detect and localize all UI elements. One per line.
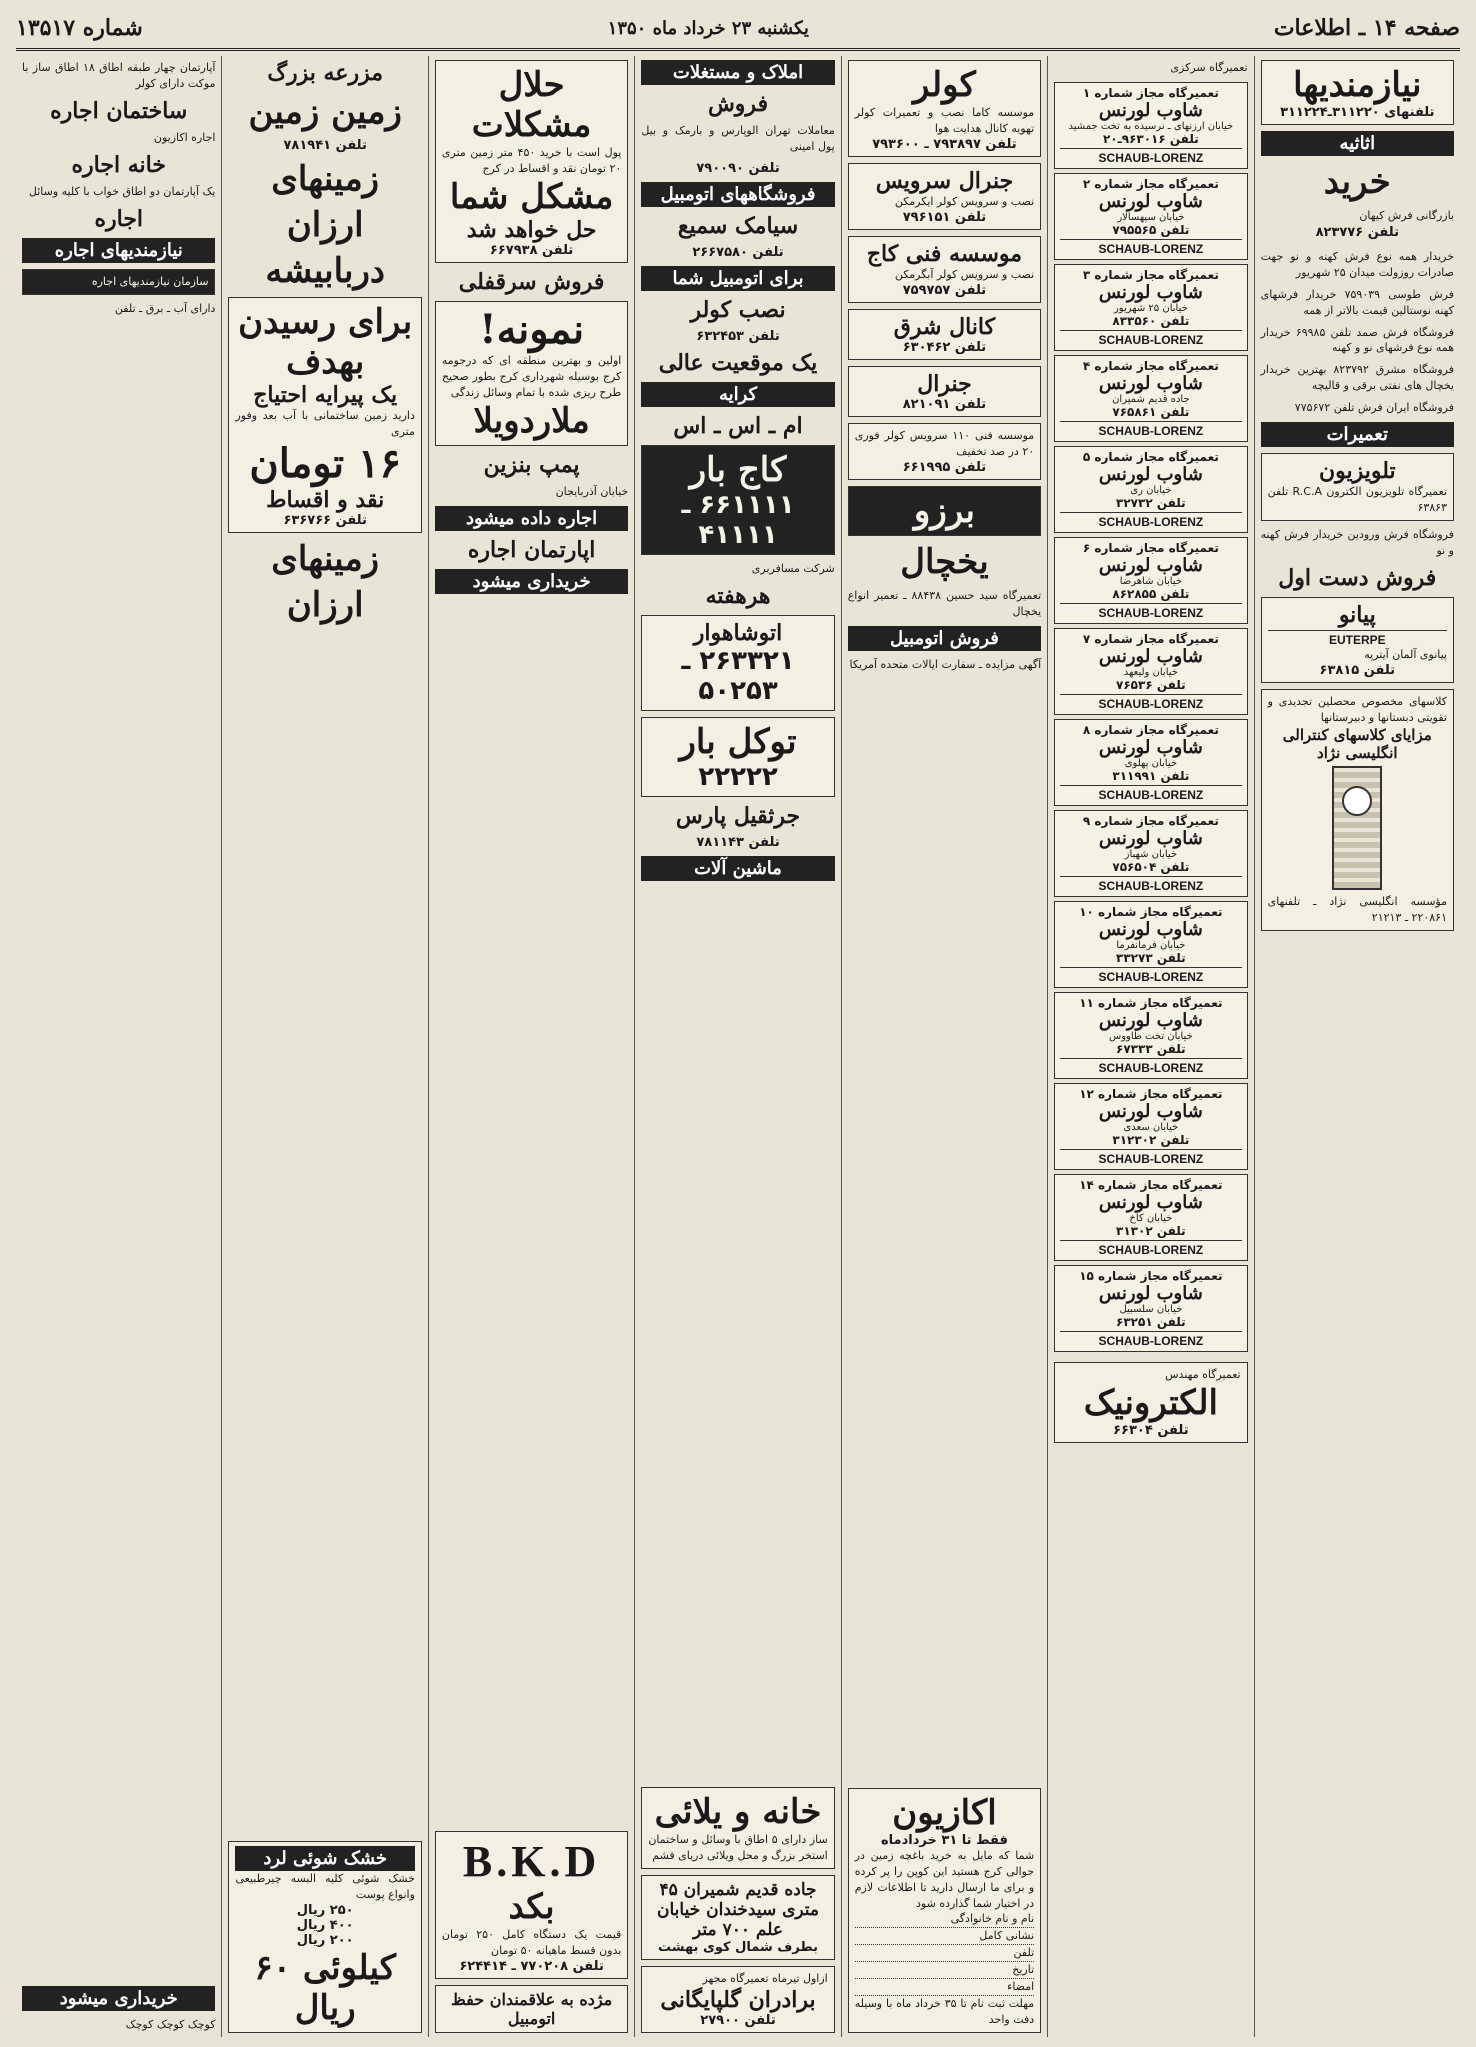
station-address: خیابان شاهرضا <box>1119 575 1183 587</box>
zaminhay-title: زمینهای <box>271 159 380 199</box>
shemiran-sub: بطرف شمال کوی بهشت <box>657 1940 819 1956</box>
ad-naz-org <box>22 269 215 295</box>
ad-nemune <box>435 301 628 446</box>
station-brand: SCHAUB-LORENZ <box>1060 1240 1241 1257</box>
station-address: خیابان تخت طاووس <box>1109 1030 1193 1042</box>
cooler-body: موسسه کاما نصب و تعمیرات کولر تهویه کانال هدایت هوا <box>854 106 1035 135</box>
mazraeh-title: مزرعه بزرگ <box>267 60 384 86</box>
station-number: تعمیرگاه مجاز شماره ۱۵ <box>1079 1268 1223 1283</box>
warehouse-title: ساختمان اجاره <box>50 97 188 124</box>
cooler2-title: نصب کولر <box>690 296 786 323</box>
general2-phone: تلفن ۸۲۱۰۹۱ <box>902 396 987 412</box>
station-brand: SCHAUB-LORENZ <box>1060 239 1241 256</box>
halal-body: پول است با خرید ۴۵۰ متر زمین متری ۲۰ تومان نقد و اقساط در کرج <box>441 146 622 175</box>
station-number: تعمیرگاه مجاز شماره ۱۲ <box>1079 1086 1223 1101</box>
service-station <box>1054 355 1247 442</box>
section-auto-sale: فروش اتومبیل <box>848 626 1041 651</box>
station-title: شاوب لورنس <box>1098 372 1203 394</box>
aczion-sub: فقط تا ۳۱ خردادماه <box>881 1832 1008 1848</box>
ad-bkd <box>435 1831 628 1979</box>
tehran-title: شرکت مسافربری <box>751 561 835 575</box>
station-address: خیابان ارزنهای ـ نرسیده به تخت جمشید <box>1068 120 1234 132</box>
rent-title: اجاره <box>94 205 144 232</box>
ad-kaj-bar <box>641 445 834 555</box>
price-item: ۲۰۰ ریال <box>296 1933 354 1948</box>
station-phone: تلفن ۸۶۲۸۵۵ <box>1112 586 1190 601</box>
station-address: خیابان کاخ <box>1129 1212 1173 1224</box>
dryclean-body: خشک شوئی کلیه البسه چیرطبیعی وانواع پوست <box>235 1872 415 1902</box>
general-title: جنرال سرویس <box>875 167 1014 194</box>
ad-kayhan-text: بازرگانی فرش کیهان <box>1359 209 1454 222</box>
column-3 <box>841 56 1047 2037</box>
station-title: شاوب لورنس <box>1098 827 1203 849</box>
station-brand: SCHAUB-LORENZ <box>1060 967 1241 984</box>
sale-body: معاملات تهران الوپارس و بارمک و بیل پول امینی <box>641 124 835 153</box>
ad-piano <box>1261 597 1454 683</box>
service-station <box>1054 1083 1247 1170</box>
service-station <box>1054 992 1247 1079</box>
station-phone: تلفن ۶۷۳۳۳ <box>1116 1041 1186 1056</box>
section-last-buy: خریداری میشود <box>22 1986 215 2011</box>
ad-vorodin: فروشگاه فرش ورودین خریدار فرش کهنه و نو <box>1260 528 1454 558</box>
tirmah-title: ازاول تیرماه تعمیرگاه مجهز <box>702 1972 828 1986</box>
station-phone: تلفن ۳۱۳۰۲ <box>1116 1223 1186 1238</box>
station-phone: تلفن ۳۲۷۳۲ <box>1116 495 1186 510</box>
column-7 <box>16 56 221 2037</box>
jertaghil-phone: تلفن ۷۸۱۱۴۳ <box>696 834 780 850</box>
dryclean-title: خشک شوئی لرد <box>235 1846 414 1871</box>
halal-sub: مشکلات <box>471 105 592 145</box>
ad-halal <box>435 60 628 263</box>
sale-title: فروش سرقفلی <box>458 268 605 295</box>
fridge-title: یخچال <box>900 541 989 582</box>
nemune-body: اولین و بهترین منطقه ای که درحومه کرج بوسیله شهرداری کرج بطور صحیح طرح ریزی شده با تمام وسائل زندگی <box>441 353 622 399</box>
coupon-field[interactable]: امضاء <box>855 1979 1034 1996</box>
ad-tv <box>1261 453 1454 521</box>
ad-aczion <box>848 1788 1041 2033</box>
ad-110 <box>848 423 1041 480</box>
arzan-title: ارزان <box>286 205 364 245</box>
piano-title: پیانو <box>1338 601 1376 628</box>
clock-face-icon <box>1342 786 1372 816</box>
service-station <box>1054 901 1247 988</box>
golpa-phone: تلفن ۲۷۹۰۰ <box>700 2013 776 2028</box>
electronic-sub: تعمیرگاه مهندس <box>1165 1367 1241 1381</box>
malard-title: ملاردویلا <box>473 400 590 441</box>
house-title: خانه اجاره <box>71 151 166 178</box>
station-phone: تلفن ۳۳۲۷۳ <box>1116 950 1186 965</box>
station-title: شاوب لورنس <box>1098 1100 1203 1122</box>
apt-title: اپارتمان اجاره <box>467 536 596 563</box>
station-title: شاوب لورنس <box>1098 463 1203 485</box>
station-number: تعمیرگاه مجاز شماره ۱۴ <box>1079 1177 1223 1192</box>
shargh-title: کانال شرق <box>893 313 996 340</box>
section-rent-out: اجاره داده میشود <box>435 506 628 531</box>
station-number: تعمیرگاه مجاز شماره ۱۰ <box>1079 904 1223 919</box>
classifieds-banner <box>1261 60 1454 125</box>
banner-title: نیازمندیها <box>1293 65 1422 105</box>
price-item: ۲۵۰ ریال <box>296 1903 354 1918</box>
station-brand: SCHAUB-LORENZ <box>1060 148 1241 165</box>
service-station <box>1054 810 1247 897</box>
station-phone: تلفن ۳۱۱۹۹۱ <box>1112 768 1190 783</box>
ad-kayhan-phone: تلفن ۸۲۳۷۷۶ <box>1315 224 1399 240</box>
mojde-title: مژده به علاقمندان حفظ اتومبیل <box>450 1990 613 2028</box>
columns <box>16 56 1460 2037</box>
station-brand: SCHAUB-LORENZ <box>1060 512 1241 529</box>
bkd-body: قیمت یک دستگاه کامل ۲۵۰ تومان بدون قسط ماهیانه ۵۰ تومان <box>441 1928 622 1958</box>
fridge-body: تعمیرگاه سید حسین ۸۸۴۳۸ ـ تعمیر انواع یخچال <box>847 588 1042 618</box>
station-brand: SCHAUB-LORENZ <box>1060 694 1241 711</box>
kaj-title: کاج بار <box>689 449 787 490</box>
station-address: خیابان ولیعهد <box>1123 666 1178 678</box>
station-number: تعمیرگاه مجاز شماره ۲ <box>1082 176 1219 191</box>
station-number: تعمیرگاه مجاز شماره ۷ <box>1082 631 1219 646</box>
station-brand: SCHAUB-LORENZ <box>1060 603 1241 620</box>
ad-cooler <box>848 60 1041 157</box>
service-station <box>1054 264 1247 351</box>
station-title: شاوب لورنس <box>1098 1282 1203 1304</box>
ad-samad: فروشگاه فرش صمد تلفن ۶۹۹۸۵ خریدار همه نوع فرشهای نو و کهنه <box>1260 325 1454 355</box>
page-label: صفحه ۱۴ ـ اطلاعات <box>1273 15 1460 41</box>
dryclean-prices <box>235 1903 414 1948</box>
kaj-phone: ۶۶۱۱۱۱ ـ ۴۱۱۱۱ <box>681 489 795 550</box>
aczion-title: اکازیون <box>892 1792 997 1833</box>
station-phone: تلفن ۷۶۵۳۶ <box>1116 677 1186 692</box>
cooler2-phone: تلفن ۶۳۲۴۵۳ <box>696 328 780 344</box>
station-brand: SCHAUB-LORENZ <box>1060 1058 1241 1075</box>
hadaf-phone: تلفن ۶۳۶۷۶۶ <box>283 512 367 528</box>
column-1 <box>1254 56 1460 2037</box>
fanni-phone: تلفن ۷۵۹۷۵۷ <box>902 282 987 298</box>
ad-fanni-kaj <box>848 236 1041 303</box>
hadaf-cash: نقد و اقساط <box>266 486 385 513</box>
coupon-field[interactable]: نام و نام خانوادگی <box>855 1911 1034 1928</box>
halal-solve: حل خواهد شد <box>466 216 597 243</box>
section-repair: تعمیرات <box>1261 422 1454 447</box>
ad-kayhan <box>1261 208 1454 243</box>
banner-phones: تلفنهای ۳۱۱۲۲۰ـ۳۱۱۲۲۴ <box>1280 105 1435 120</box>
halal-phone: تلفن ۶۶۷۹۳۸ <box>489 242 574 258</box>
ad-general-2 <box>848 366 1041 417</box>
piano-brand: EUTERPE <box>1268 630 1447 647</box>
ad-tousi: فرش طوسی ۷۵۹۰۳۹ خریدار فرشهای کهنه نوستالین قیمت بالاتر از همه <box>1260 287 1454 317</box>
station-title: شاوب لورنس <box>1098 1009 1203 1031</box>
station-brand: SCHAUB-LORENZ <box>1060 876 1241 893</box>
aczion-body: شما که مایل به خرید باغچه زمین در حوالی کرج هستید این کوپن را پر کرده و برای ما ارسال دارید تا اطلاعات لازم در اختیار شما گذارده شود <box>854 1848 1035 1910</box>
section-auto-shoma: برای اتومبیل شما <box>641 266 834 291</box>
fanni-title: موسسه فنی کاج <box>866 240 1023 267</box>
shargh-phone: تلفن ۶۳۰۴۶۲ <box>902 339 987 355</box>
service-station <box>1054 173 1247 260</box>
ad-golpayegani <box>641 1966 834 2033</box>
electronic-phone: تلفن ۶۶۳۰۴ <box>1113 1422 1189 1438</box>
station-address: خیابان سلسبیل <box>1119 1303 1183 1315</box>
ad-general-service <box>848 163 1041 230</box>
ad110-phone: تلفن ۶۶۱۹۹۵ <box>902 459 987 475</box>
station-brand: SCHAUB-LORENZ <box>1060 785 1241 802</box>
ad-mojde <box>435 1985 628 2033</box>
ad-dryclean <box>228 1841 421 2033</box>
station-phone: تلفن ۷۹۵۵۶۵ <box>1112 222 1190 237</box>
ad-export: خریدار همه نوع فرش کهنه و نو جهت صادرات روزولت میدان ۲۵ شهریور <box>1260 249 1454 279</box>
coupon-field[interactable]: نشانی کامل <box>855 1928 1034 1945</box>
column-4 <box>634 56 840 2037</box>
tokalbar-phone: ۲۲۲۲۲ <box>698 761 778 792</box>
simak-title: سیامک سمیع <box>677 212 799 239</box>
villa-body: ساز دارای ۵ اطاق با وسائل و ساختمان استخر بزرگ و محل ویلائی دریای فشم <box>648 1833 828 1863</box>
station-number: تعمیرگاه مجاز شماره ۴ <box>1082 358 1219 373</box>
station-brand: SCHAUB-LORENZ <box>1060 330 1241 347</box>
last-body: کوچک کوچک کوچک <box>125 2018 216 2032</box>
atoshahvar-title: اتوشاهوار <box>693 619 783 646</box>
apt-body: آپارتمان چهار طبقه اطاق ۱۸ اطاق ساز با موکت دارای کولر <box>22 61 216 90</box>
station-phone: تلفن ۷۵۶۵۰۴ <box>1112 859 1190 874</box>
station-title: شاوب لورنس <box>1098 554 1203 576</box>
week-title: هرهفته <box>705 582 771 609</box>
service-station <box>1054 1174 1247 1261</box>
villa-title: خانه و یلائی <box>654 1792 822 1833</box>
issue-number: شماره ۱۳۵۱۷ <box>16 15 143 41</box>
auto-body: آگهی مزایده ـ سفارت ایالات متحده آمریکا <box>849 657 1042 671</box>
column-2 <box>1047 56 1253 2037</box>
ums-title: ام ـ اس ـ اس <box>673 412 803 439</box>
cooler-phone: تلفن ۷۹۳۸۹۷ ـ ۷۹۳۶۰۰ <box>872 136 1017 152</box>
halal-title: حلال <box>498 65 565 105</box>
station-number: تعمیرگاه مجاز شماره ۳ <box>1082 267 1219 282</box>
station-number: تعمیرگاه مجاز شماره ۶ <box>1082 540 1219 555</box>
service-intro: تعمیرگاه سرکزی <box>1170 61 1248 74</box>
shemiran-title: جاده قدیم شمیران ۴۵ متری سیدخندان خیابان علم ۷۰۰ متر <box>657 1880 820 1941</box>
station-address: خیابان شهباز <box>1124 848 1178 860</box>
service-station <box>1054 82 1247 169</box>
ad-shemiran <box>641 1875 834 1960</box>
bkd-phone: تلفن ۷۷۰۲۰۸ ـ ۶۲۴۴۱۴ <box>459 1959 604 1974</box>
nemune-title: نمونه! <box>479 305 585 353</box>
borzoo-title: برزو <box>913 490 975 531</box>
general2-title: جنرال <box>917 370 972 397</box>
english-body: کلاسهای مخصوص محصلین تجدیدی و تقویتی دبستانها و دبیرستانها <box>1267 694 1447 724</box>
station-phone: تلفن ۸۳۳۵۶۰ <box>1112 313 1190 328</box>
naz-org: سازمان نیازمندیهای اجاره <box>91 274 209 288</box>
general-body: نصب و سرویس کولر ایکرمکن <box>894 194 1035 208</box>
column-5 <box>428 56 634 2037</box>
section-cars: فروشگاههای اتومبیل <box>641 182 834 207</box>
station-title: شاوب لورنس <box>1098 99 1203 121</box>
jertaghil-title: جرثقیل پارس <box>675 802 801 829</box>
station-phone: تلفن ۹۶۳۰۱۶ـ۲۰ <box>1102 131 1199 146</box>
tv-title: تلویزیون <box>1318 458 1396 485</box>
section-buy-used: فروش دست اول <box>1278 564 1437 591</box>
electronic-title: الکترونیک <box>1083 1382 1218 1423</box>
tv-body: تعمیرگاه تلویزیون الکترون R.C.A تلفن ۶۳۸۶۳ <box>1267 485 1448 515</box>
station-number: تعمیرگاه مجاز شماره ۹ <box>1082 813 1219 828</box>
service-station <box>1054 1265 1247 1352</box>
atoshahvar-phone: ۲۶۳۳۲۱ ـ ۵۰۲۵۳ <box>681 645 795 706</box>
piano-phone: تلفن ۶۳۸۱۵ <box>1319 662 1396 678</box>
station-address: خیابان ری <box>1130 484 1172 496</box>
pump-sub: خیابان آذربایجان <box>555 484 629 498</box>
ad-mashregh: فروشگاه مشرق ۸۲۳۷۹۲ بهترین خریدار یخچال های نفتی برقی و قالیچه <box>1260 363 1454 393</box>
station-phone: تلفن ۷۶۵۸۶۱ <box>1112 404 1190 419</box>
ad-english <box>1261 689 1454 931</box>
section-machines: ماشین آلات <box>641 856 834 881</box>
section-furniture: اثاثیه <box>1261 131 1454 156</box>
daryabisheh-title: دربابیشه <box>265 251 386 291</box>
station-phone: تلفن ۳۱۲۳۰۲ <box>1112 1132 1190 1147</box>
coupon-field[interactable]: تاریخ <box>855 1962 1034 1979</box>
service-station <box>1054 719 1247 806</box>
cooler-title: کولر <box>913 65 976 105</box>
halal-big: مشکل شما <box>449 176 614 217</box>
zamin-phone: تلفن ۷۸۱۹۴۱ <box>283 138 367 153</box>
ad-villa <box>641 1787 834 1869</box>
station-brand: SCHAUB-LORENZ <box>1060 421 1241 438</box>
warehouse-sub: اجاره اکازیون <box>153 130 216 144</box>
station-address: خیابان سعدی <box>1123 1121 1179 1133</box>
big-ben-illustration <box>1332 766 1382 890</box>
location-title: یک موقعیت عالی <box>658 349 818 376</box>
hadaf-body: دارید زمین ساختمانی با آب بعد وفور متری <box>235 409 415 438</box>
aczion-footer: مهلت ثبت نام تا ۳۵ خرداد ماه با وسیله دفت واحد <box>854 1997 1035 2027</box>
simak-phone: تلفن ۲۶۶۷۵۸۰ <box>692 244 784 260</box>
station-brand: SCHAUB-LORENZ <box>1060 1331 1241 1348</box>
service-stations <box>1054 82 1247 1356</box>
aczion-coupon <box>855 1911 1034 1996</box>
ad110-text: موسسه فنی ۱۱۰ سرویس کولر فوری ۲۰ در صد تخفیف <box>854 428 1035 458</box>
section-buy-wanted: خریداری میشود <box>435 569 628 594</box>
zaminhay2-title: زمینهای <box>271 538 380 579</box>
ad-hadaf <box>228 297 421 533</box>
fanni-body: نصب و سرویس کولر آبگرمکن <box>894 267 1035 281</box>
arzan2-title: ارزان <box>286 584 364 625</box>
station-brand: SCHAUB-LORENZ <box>1060 1149 1241 1166</box>
section-buy: خرید <box>1323 162 1391 202</box>
ad-iran-farsh: فروشگاه ایران فرش تلفن ۷۷۵۶۷۲ <box>1294 401 1454 415</box>
issue-date: یکشنبه ۲۳ خرداد ماه ۱۳۵۰ <box>607 17 809 39</box>
hotel-body: دارای آب ـ برق ـ تلفن <box>114 301 216 315</box>
station-number: تعمیرگاه مجاز شماره ۸ <box>1082 722 1219 737</box>
ad-kanal-shargh <box>848 309 1041 360</box>
station-title: شاوب لورنس <box>1098 281 1203 303</box>
station-title: شاوب لورنس <box>1098 190 1203 212</box>
english-footer: مؤسسه انگلیسی نژاد ـ تلفنهای ۲۲۰۸۶۱ ـ ۲۱۲۱۳ <box>1267 894 1447 924</box>
hadaf-price: ۱۶ تومان <box>249 439 402 487</box>
station-phone: تلفن ۶۳۲۵۱ <box>1116 1314 1186 1329</box>
ad-borzoo <box>848 486 1041 536</box>
station-address: خیابان سپهسالار <box>1117 211 1185 223</box>
station-address: خیابان پهلوی <box>1124 757 1178 769</box>
station-address: جاده قدیم شمیران <box>1112 393 1190 405</box>
station-number: تعمیرگاه مجاز شماره ۱ <box>1082 85 1219 100</box>
service-station <box>1054 628 1247 715</box>
section-property: املاک و مستغلات <box>641 60 834 85</box>
piano-text: پیانوی آلمان آیترپه <box>1364 647 1447 661</box>
ad-electronic <box>1054 1362 1247 1443</box>
station-title: شاوب لورنس <box>1098 1191 1203 1213</box>
kilo-title: کیلوئی ۶۰ ریال <box>254 1948 396 2028</box>
station-title: شاوب لورنس <box>1098 918 1203 940</box>
station-title: شاوب لورنس <box>1098 736 1203 758</box>
station-address: خیابان ۲۵ شهریور <box>1113 302 1188 314</box>
column-6 <box>221 56 427 2037</box>
hadaf-title: برای رسیدن بهدف <box>238 302 413 382</box>
pump-title: پمپ بنزین <box>483 451 580 478</box>
english-title: مزایای کلاسهای کنترالی انگلیسی نژاد <box>1282 725 1432 762</box>
tokalbar-title: توکل بار <box>679 721 797 762</box>
hadaf-sub: یک پیرایه احتیاج <box>253 382 398 408</box>
coupon-field[interactable]: تلفن <box>855 1945 1034 1962</box>
station-number: تعمیرگاه مجاز شماره ۱۱ <box>1079 995 1223 1010</box>
section-rent-needs: نیازمندیهای اجاره <box>22 238 215 263</box>
sale-phone: تلفن ۷۹۰۰۹۰ <box>696 160 780 176</box>
station-title: شاوب لورنس <box>1098 645 1203 667</box>
bkd-title: بکد <box>508 1887 555 1928</box>
ad-tokal-bar <box>641 717 834 797</box>
bkd-logo: B.K.D <box>462 1837 601 1887</box>
ad-atoshahvar <box>641 615 834 711</box>
golpa-title: برادران گلپایگانی <box>660 1987 816 2013</box>
station-address: خیابان فرمانفرما <box>1116 939 1186 951</box>
price-item: ۴۰۰ ریال <box>296 1918 354 1933</box>
rent-body: یک آپارتمان دو اطاق خواب با کلیه وسائل <box>28 184 216 198</box>
station-number: تعمیرگاه مجاز شماره ۵ <box>1082 449 1219 464</box>
general-phone: تلفن ۷۹۶۱۵۱ <box>902 209 987 225</box>
zamin-title: زمین زمین <box>248 92 402 132</box>
service-station <box>1054 446 1247 533</box>
masthead <box>16 8 1460 51</box>
section-rent: کرایه <box>641 382 834 407</box>
section-sale: فروش <box>707 91 769 117</box>
service-station <box>1054 537 1247 624</box>
